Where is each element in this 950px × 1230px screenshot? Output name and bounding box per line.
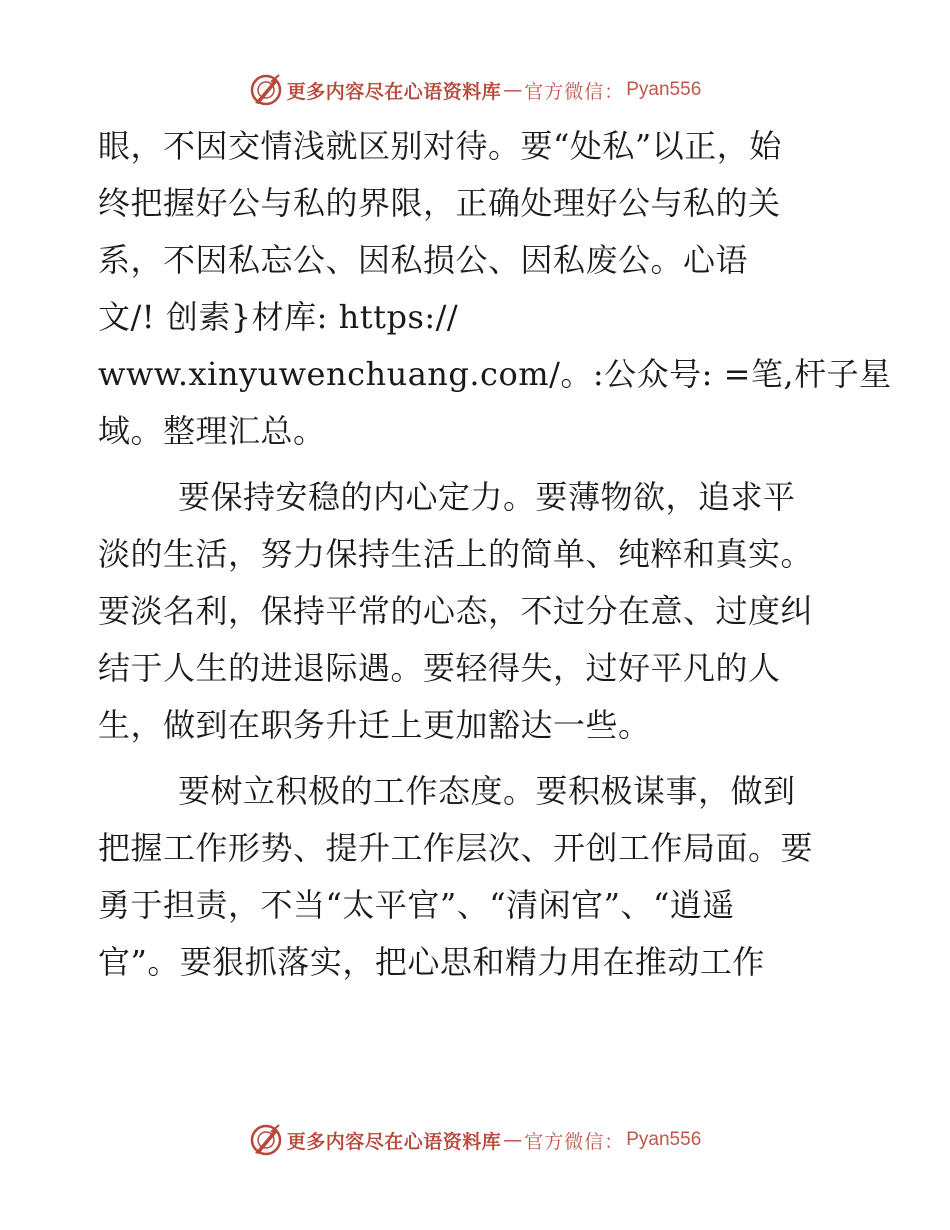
banner-wechat-id: Pyan556	[626, 1129, 702, 1150]
text-line: 要树立积极的工作态度。要积极谋事，做到	[178, 772, 796, 810]
banner-wechat-label: 官方微信：	[524, 80, 625, 103]
banner-dash: —	[503, 1129, 523, 1151]
text-line: 官”。要狠抓落实，把心思和精力用在推动工作	[98, 943, 765, 981]
quill-logo-icon	[249, 73, 283, 107]
text-line: 终把握好公与私的界限，正确处理好公与私的关	[98, 184, 781, 222]
text-line: 域。整理汇总。	[98, 412, 326, 450]
banner-wechat-label: 官方微信：	[524, 1130, 625, 1153]
text-line: 系，不因私忘公、因私损公、因私废公。心语	[98, 241, 749, 279]
text-line: 眼，不因交情浅就区别对待。要“处私”以正，始	[98, 127, 782, 165]
text-line: www.xinyuwenchuang.com/。:公众号: =笔,杆子星	[98, 355, 892, 393]
text-line: 文/! 创素}材库: https://	[98, 298, 459, 336]
text-line: 要淡名利，保持平常的心态，不过分在意、过度纠	[98, 592, 814, 630]
document-body	[98, 118, 892, 991]
text-line: 勇于担责，不当“太平官”、“清闲官”、“逍遥	[98, 886, 735, 924]
header-banner	[0, 70, 950, 110]
text-line: 要保持安稳的内心定力。要薄物欲，追求平	[178, 478, 796, 516]
quill-logo-icon	[249, 1123, 283, 1157]
paragraph	[98, 118, 892, 460]
banner-title: 更多内容尽在心语资料库	[286, 1130, 502, 1153]
banner-wechat-id: Pyan556	[626, 79, 702, 100]
text-line: 淡的生活，努力保持生活上的简单、纯粹和真实。	[98, 535, 814, 573]
paragraph	[98, 469, 858, 754]
text-line: 把握工作形势、提升工作层次、开创工作局面。要	[98, 829, 814, 867]
banner-title: 更多内容尽在心语资料库	[286, 80, 502, 103]
text-line: 生，做到在职务升迁上更加豁达一些。	[98, 706, 651, 744]
banner-dash: —	[503, 79, 523, 101]
paragraph	[98, 763, 858, 991]
footer-banner	[0, 1120, 950, 1160]
text-line: 结于人生的进退际遇。要轻得失，过好平凡的人	[98, 649, 781, 687]
